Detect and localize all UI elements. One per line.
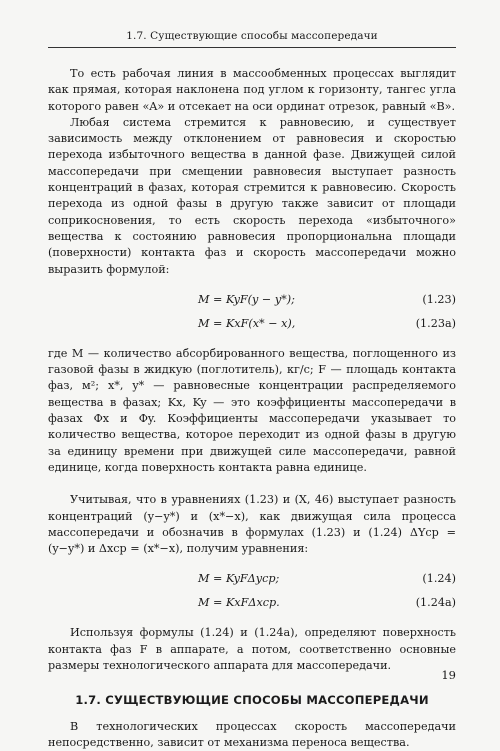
page-body: [48, 66, 456, 751]
section-heading: 1.7. СУЩЕСТВУЮЩИЕ СПОСОБЫ МАССОПЕРЕДАЧИ: [75, 693, 429, 708]
equation-1-24: [48, 567, 456, 591]
paragraph-contact-surface: Используя формулы (1.24) и (1.24a), определяют поверхность контакта фаз F в аппарате, а потом, соответственно основные размеры технологического аппарата для массопередачи.: [48, 626, 456, 673]
running-header: 1.7. Существующие способы массопередачи: [48, 30, 456, 48]
equation-1-23: [48, 288, 456, 312]
paragraph-working-line: То есть рабочая линия в массообменных процессах выглядит как прямая, которая наклонена под углом к горизонту, тангес угла которого равен «A» и отсекает на оси ординат отрезок, равный «B».: [48, 67, 456, 113]
paragraph-definitions: где M — количество абсорбированного вещества, поглощенного из газовой фазы в жидкую (поглотитель), кг/с; F — площадь контакта фаз, м²; x*, y* — равновесные концентрации распределяемого вещества в фазах; Kx, Ky — это коэффициенты массопередачи в фазах Φx и Φy. Коэффициенты массопередачи указывает то количество вещества, которое переходит из одной фазы в другую за единицу времени при движущей силе массопередачи, равной единице, когда поверхность контакта равна единице.: [48, 346, 456, 474]
equation-number: (1.24a): [415, 596, 456, 610]
page-number: 19: [441, 668, 456, 682]
paragraph-derivation: Учитывая, что в уравнениях (1.23) и (X, 46) выступает разность концентраций (y−y*) и (x*−x), как движущая сила процесса массопередачи и обозначив в формулах (1.23) и (1.24) ΔYср = (y−y*) и Δxср = (x*−x), получим уравнения:: [48, 493, 456, 556]
equation-formula: M = KxFΔxср.: [198, 596, 280, 610]
paragraph-driving-force: Любая система стремится к равновесию, и существует зависимость между отклонением от равновесия и скоростью перехода избыточного вещества в данной фазе. Движущей силой массопередачи при смещении равновесия выступает разность концентраций в фазах, которая стремится к равновесию. Скорость перехода из одной фазы в другую также зависит от площади соприкосновения, то есть скорость перехода «избыточного» вещества к состоянию равновесия пропорциональна площади (поверхности) контакта фаз и скорость массопередачи можно выразить формулой:: [48, 115, 456, 276]
equation-1-23a: [48, 312, 456, 336]
equation-formula: M = KyF(y − y*);: [198, 292, 295, 306]
equation-formula: M = KyFΔyср;: [198, 572, 280, 586]
equation-number: (1.23a): [415, 316, 456, 330]
equation-formula: M = KxF(x* − x),: [198, 316, 296, 330]
equation-1-24a: [48, 591, 456, 615]
paragraph-section-intro: В технологических процессах скорость массопередачи непосредственно, зависит от механизма переноса вещества.: [48, 719, 456, 749]
equation-number: (1.23): [422, 292, 456, 306]
equation-number: (1.24): [422, 572, 456, 586]
